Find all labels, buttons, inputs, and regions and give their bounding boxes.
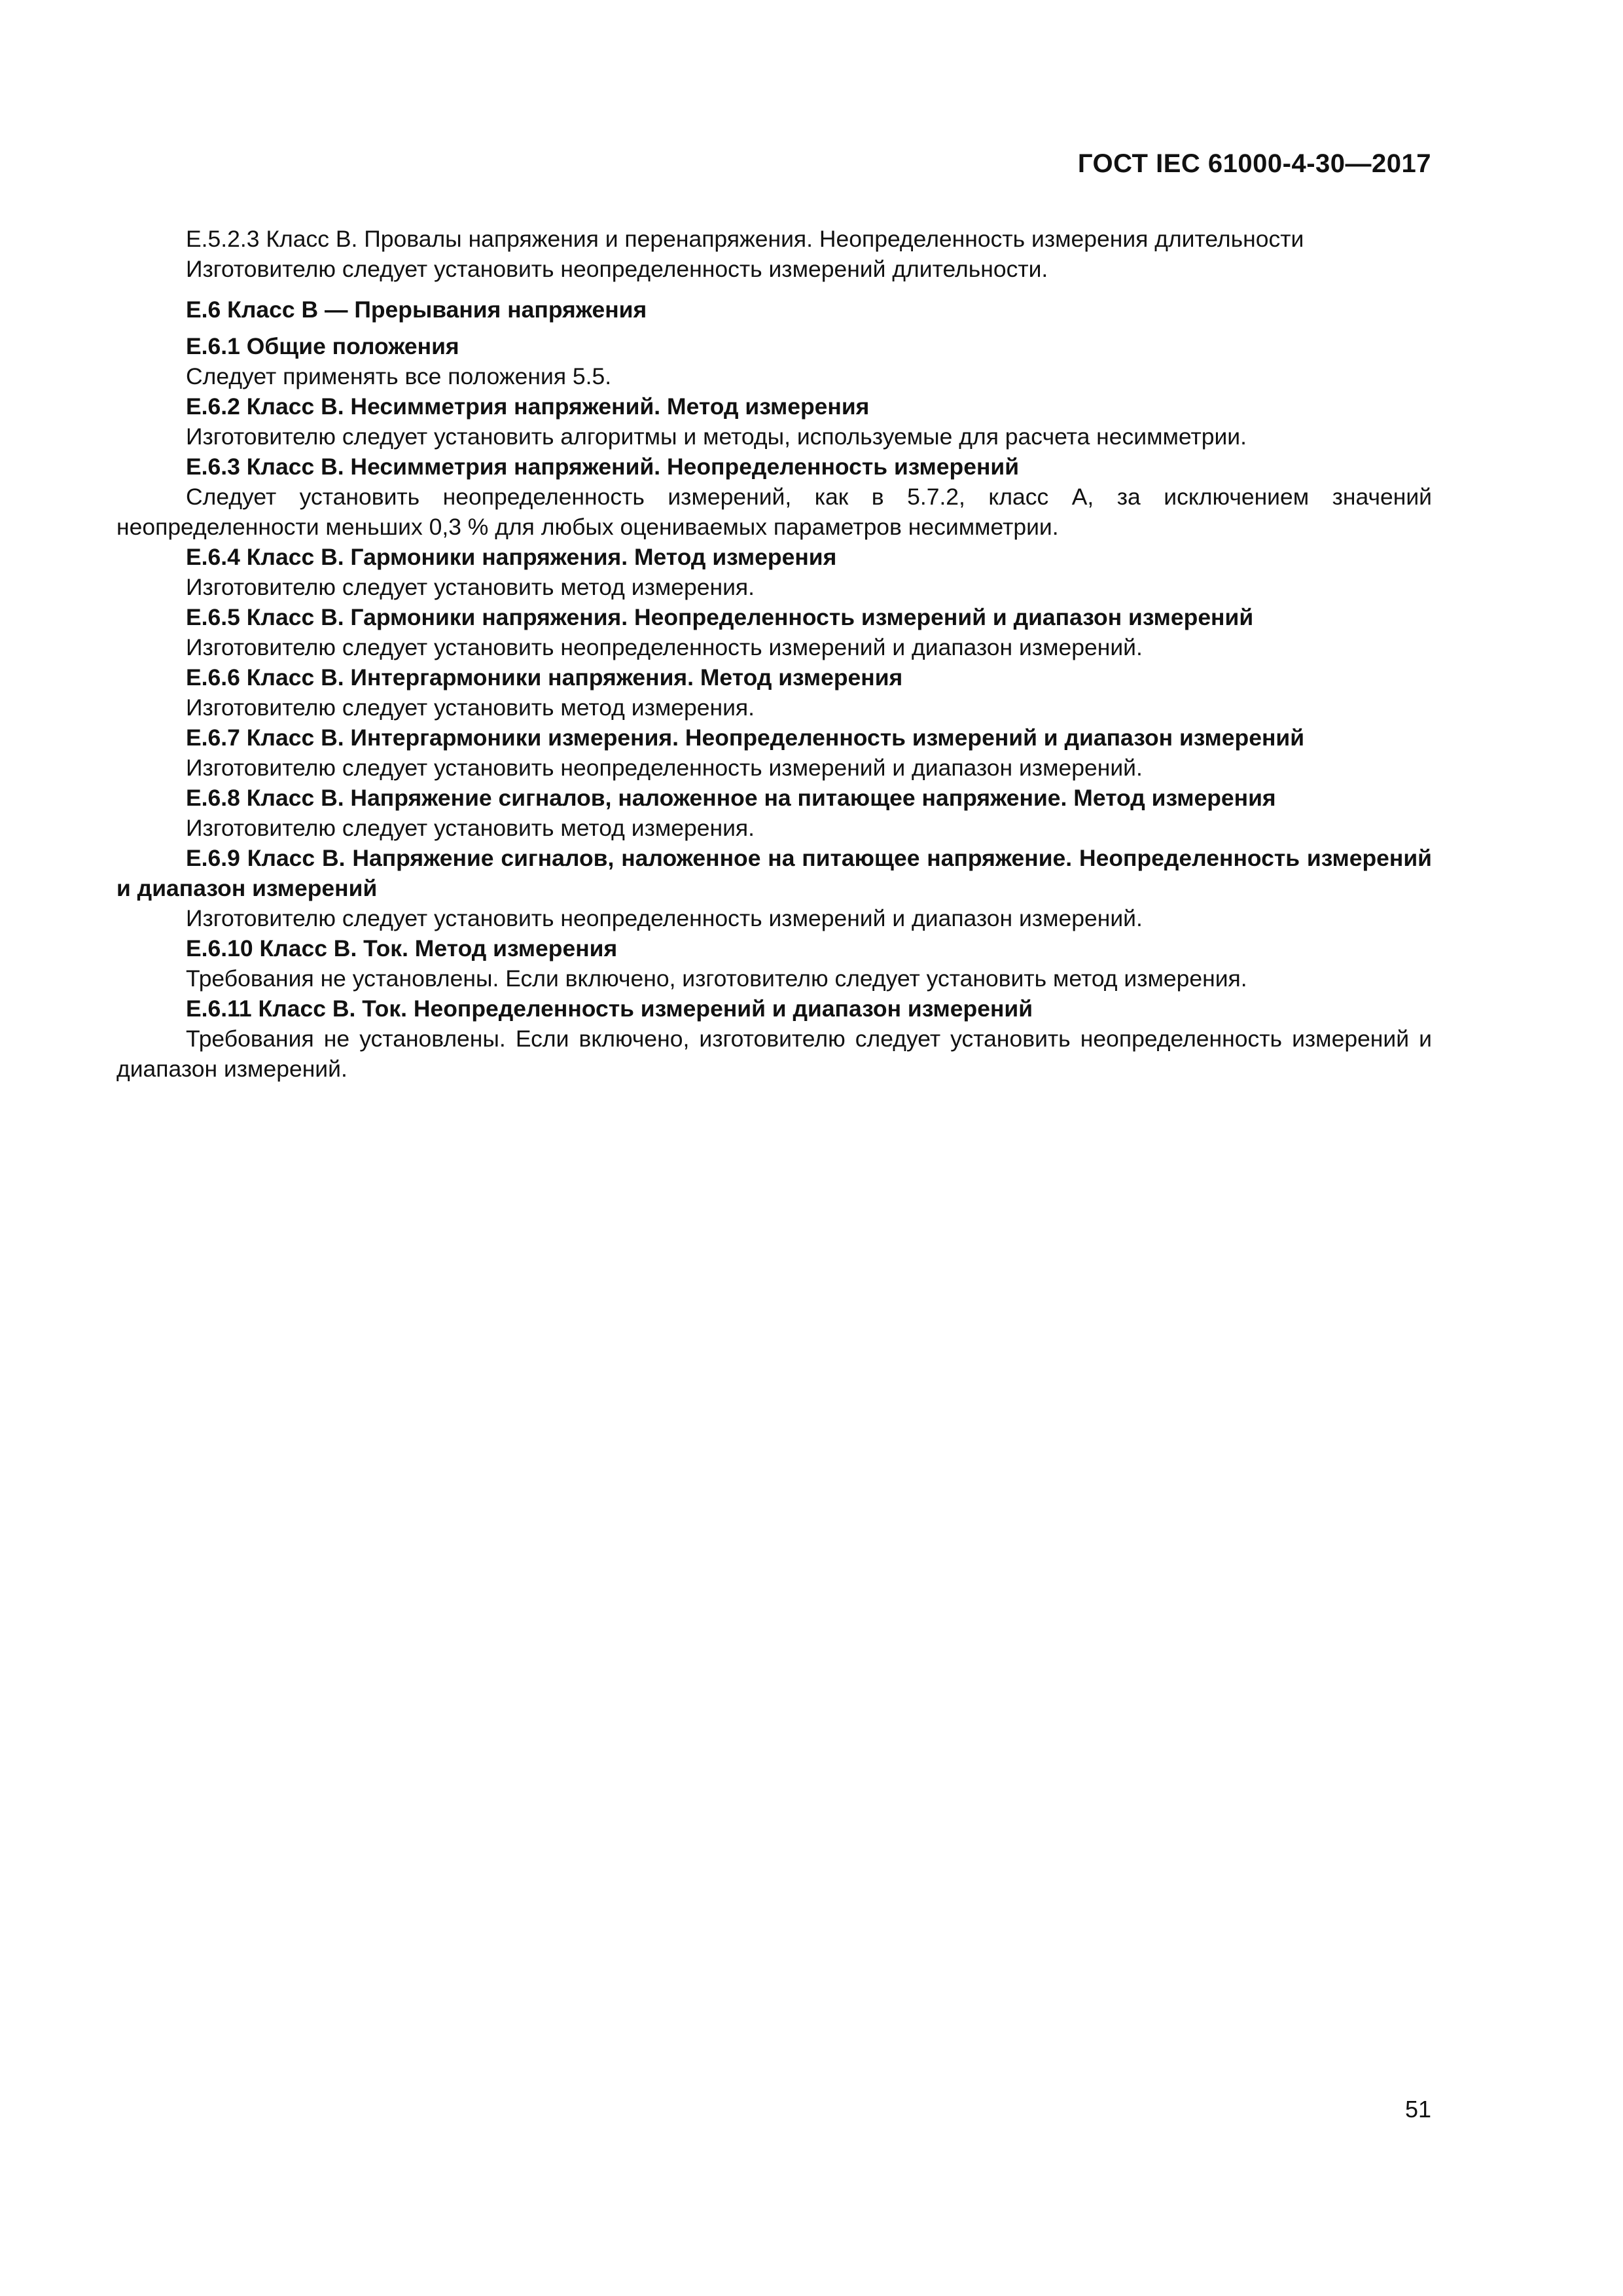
- heading-e61: E.6.1 Общие положения: [186, 333, 459, 359]
- paragraph-e68-body: Изготовителю следует установить метод измерения.: [186, 815, 755, 841]
- heading-e611: E.6.11 Класс В. Ток. Неопределенность измерений и диапазон измерений: [186, 996, 1033, 1022]
- heading-e62: E.6.2 Класс В. Несимметрия напряжений. Метод измерения: [186, 393, 870, 420]
- document-header-id: ГОСТ IEC 61000-4-30—2017: [1077, 149, 1431, 178]
- document-body: [116, 224, 1432, 1084]
- heading-e610: E.6.10 Класс В. Ток. Метод измерения: [186, 935, 618, 961]
- paragraph-e64-body: Изготовителю следует установить метод измерения.: [186, 574, 755, 600]
- paragraph-e63-body: Следует установить неопределенность измерений, как в 5.7.2, класс A, за исключением значений неопределенности меньших 0,3 % для любых оцениваемых параметров несимметрии.: [116, 484, 1432, 540]
- heading-e67: E.6.7 Класс В. Интергармоники измерения. Неопределенность измерений и диапазон измерений: [186, 725, 1305, 751]
- paragraph-e61-body: Следует применять все положения 5.5.: [186, 363, 612, 389]
- heading-e68: E.6.8 Класс В. Напряжение сигналов, наложенное на питающее напряжение. Метод измерения: [186, 785, 1276, 811]
- paragraph-e62-body: Изготовителю следует установить алгоритмы и методы, используемые для расчета несимметрии.: [186, 423, 1247, 450]
- paragraph-e523-title: E.5.2.3 Класс В. Провалы напряжения и перенапряжения. Неопределенность измерения длительности: [186, 226, 1304, 252]
- heading-e63: E.6.3 Класс В. Несимметрия напряжений. Неопределенность измерений: [186, 454, 1020, 480]
- paragraph-e67-body: Изготовителю следует установить неопределенность измерений и диапазон измерений.: [186, 755, 1143, 781]
- paragraph-e69-body: Изготовителю следует установить неопределенность измерений и диапазон измерений.: [186, 905, 1143, 931]
- paragraph-e523-body: Изготовителю следует установить неопределенность измерений длительности.: [186, 256, 1048, 282]
- paragraph-e66-body: Изготовителю следует установить метод измерения.: [186, 694, 755, 721]
- heading-e6: E.6 Класс В — Прерывания напряжения: [186, 296, 647, 323]
- heading-e66: E.6.6 Класс В. Интергармоники напряжения. Метод измерения: [186, 664, 903, 691]
- paragraph-e610-body: Требования не установлены. Если включено, изготовителю следует установить метод измерения.: [186, 965, 1247, 992]
- heading-e69: E.6.9 Класс В. Напряжение сигналов, наложенное на питающее напряжение. Неопределенность измерений и диапазон измерений: [116, 845, 1432, 901]
- paragraph-e611-body: Требования не установлены. Если включено, изготовителю следует установить неопределенность измерений и диапазон измерений.: [116, 1026, 1432, 1082]
- page-number: 51: [1404, 2096, 1431, 2123]
- paragraph-e65-body: Изготовителю следует установить неопределенность измерений и диапазон измерений.: [186, 634, 1143, 660]
- heading-e65: E.6.5 Класс В. Гармоники напряжения. Неопределенность измерений и диапазон измерений: [186, 604, 1254, 630]
- heading-e64: E.6.4 Класс В. Гармоники напряжения. Метод измерения: [186, 544, 837, 570]
